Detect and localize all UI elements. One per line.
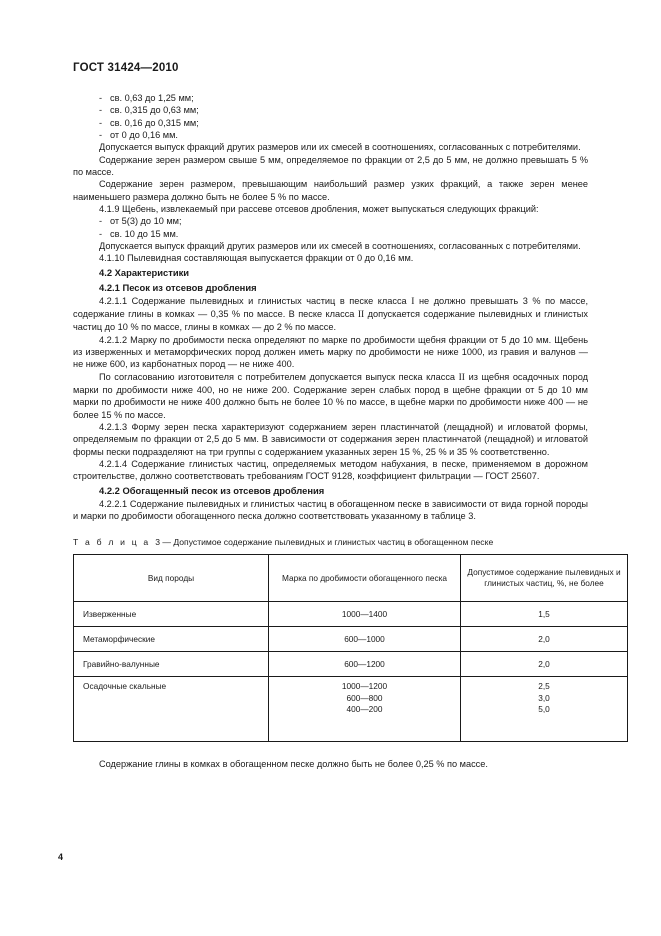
heading-4-2: 4.2 Характеристики [99,267,190,279]
table-row [74,677,628,742]
cell-line: 3,0 [538,692,550,703]
dash-bullet: - [99,93,103,103]
table-header-cell-crush-grade: Марка по дробимости обогащенного песка [269,555,461,602]
paragraph-allow-fractions-2: Допускается выпуск фракций других размеров или их смесей в соотношениях, согласованных с потребителями. [99,241,581,252]
table-header-cell-rock-type: Вид породы [74,555,269,602]
cell-line: 2,5 [538,681,550,692]
paragraph-content-over-5mm: Содержание зерен размером свыше 5 мм, определяемое по фракции от 2,5 до 5 мм, не должно превышать 5 % по массе. [73,154,588,178]
cell-crush-grade: 600—1200 [269,652,461,677]
list-item: - св. 0,16 до 0,315 мм; [99,117,199,128]
table-3 [73,554,628,742]
cell-allowable-content: 1,5 [461,602,628,627]
cell-rock-type: Изверженные [74,602,269,627]
table-row [74,602,628,627]
list-item: - св. 10 до 15 мм. [99,228,179,239]
cell-allowable-content: 2,0 [461,627,628,652]
page-number: 4 [58,852,64,862]
paragraph-content-exceeding: Содержание зерен размером, превышающим наибольший размер узких фракций, а также зерен менее наименьшего размера должно быть не более 5 % по массе. [73,179,588,202]
paragraph-agreement [73,371,588,421]
cell-rock-type: Гравийно-валунные [74,652,269,677]
heading-4-2-1: 4.2.1 Песок из отсевов дробления [99,282,257,294]
table-head [74,555,628,602]
roman-numeral-one: I [411,295,415,307]
paragraph-allow-fractions-1: Допускается выпуск фракций других размеров или их смесей в соотношениях, согласованных с потребителями. [99,142,581,153]
text-segment: 4.2.1.1 Содержание пылевидных и глинистых частиц в песке класса [99,295,412,306]
paragraph-4-1-10: 4.1.10 Пылевидная составляющая выпускается фракции от 0 до 0,16 мм. [99,253,414,264]
paragraph-after-table: Содержание глины в комках в обогащенном песке должно быть не более 0,25 % по массе. [99,759,488,770]
paragraph-4-2-2-1: 4.2.2.1 Содержание пылевидных и глинистых частиц в обогащенном песке в зависимости от вида горной породы и марки по дробимости обогащенного песка должно соответствовать указанному в таблице 3. [73,498,588,522]
list-item: - от 5(3) до 10 мм; [99,216,182,227]
cell-line: 400—200 [346,704,383,715]
table-body [74,602,628,742]
cell-rock-type: Метаморфические [74,627,269,652]
cell-crush-grade: 600—1000 [269,627,461,652]
paragraph-4-2-1-2: 4.2.1.2 Марку по дробимости песка определяют по марке по дробимости щебня фракции от 5 до 10 мм. Щебень из изверженных и метаморфических пород должен иметь марку по дробимости не ниже 1000, из гравия и валунов — не ниже 600, из карбонатных пород — не ниже 400. [73,334,588,370]
table-caption-text: — Допустимое содержание пылевидных и глинистых частиц в обогащенном песке [162,537,494,548]
paragraph-4-1-9: 4.1.9 Щебень, извлекаемый при рассеве отсевов дробления, может выпускаться следующих фракций: [99,204,539,215]
heading-4-2-2: 4.2.2 Обогащенный песок из отсевов дробления [99,485,325,497]
table-header-row [74,555,628,602]
text-segment: допускается содержание пылевидных и глинистых частиц до 10 % по массе, глины в комках — до 2 % по массе. [73,308,589,333]
roman-numeral-two: II [458,371,465,383]
text-segment: По согласованию изготовителя с потребителем допускается выпуск песка класса [99,371,459,382]
cell-rock-type: Осадочные скальные [74,677,269,742]
cell-line: 1000—1200 [341,681,388,692]
table-caption [73,536,588,548]
table-header-cell-allowable-content: Допустимое содержание пылевидных и глинистых частиц, %, не более [461,555,628,602]
dash-bullet: - [99,105,103,116]
cell-line: 600—800 [346,692,383,703]
cell-line: 5,0 [538,704,550,715]
list-item: - св. 0,63 до 1,25 мм; [99,93,194,103]
text-segment: из щебня осадочных пород марки по дробимости ниже 400, но не ниже 200. Содержание зерен слабых пород в щебне фракции от 5 до 10 мм марки по дробимости не ниже 400 должно быть не более 10 % по массе, в щебне марки по дробимости ниже 400 — не более 15 % по массе. [73,371,588,420]
paragraph-4-2-1-3: 4.2.1.3 Форму зерен песка характеризуют содержанием зерен пластинчатой (лещадной) и игловатой формы, определяемым по фракции от 2,5 до 5 мм. В зависимости от содержания зерен пластинчатой (лещадной) и игловатой формы пески подразделяют на три группы с содержанием указанных зерен 15 %, 25 % и 35 % соответственно. [73,422,588,457]
cell-allowable-content: 2,0 [461,652,628,677]
table-caption-label: Т а б л и ц а [73,537,151,548]
cell-crush-grade: 1000—1400 [269,602,461,627]
roman-numeral-two: II [357,308,365,320]
cell-allowable-content [461,677,628,742]
dash-bullet: - [99,117,103,128]
list-item: - от 0 до 0,16 мм. [99,130,178,141]
dash-bullet: - [99,130,103,141]
paragraph-4-2-1-4: 4.2.1.4 Содержание глинистых частиц, определяемых методом набухания, в песке, применяемом в дорожном строительстве, должно соответствовать требованиям ГОСТ 9128, коэффициент фильтрации — ГОСТ 25607. [73,459,588,482]
dash-bullet: - [99,228,103,239]
standard-header: ГОСТ 31424—2010 [73,62,179,74]
table-caption-number: 3 [155,537,160,548]
page-content [73,92,621,771]
table-row [74,627,628,652]
dash-bullet: - [99,216,103,227]
paragraph-4-2-1-1 [73,295,588,334]
list-item: - св. 0,315 до 0,63 мм; [99,105,199,116]
cell-crush-grade [269,677,461,742]
table-row [74,652,628,677]
text-segment: не должно превышать 3 % по массе, содержание глины в комках — 0,35 % по массе. В песке класса [73,295,588,319]
